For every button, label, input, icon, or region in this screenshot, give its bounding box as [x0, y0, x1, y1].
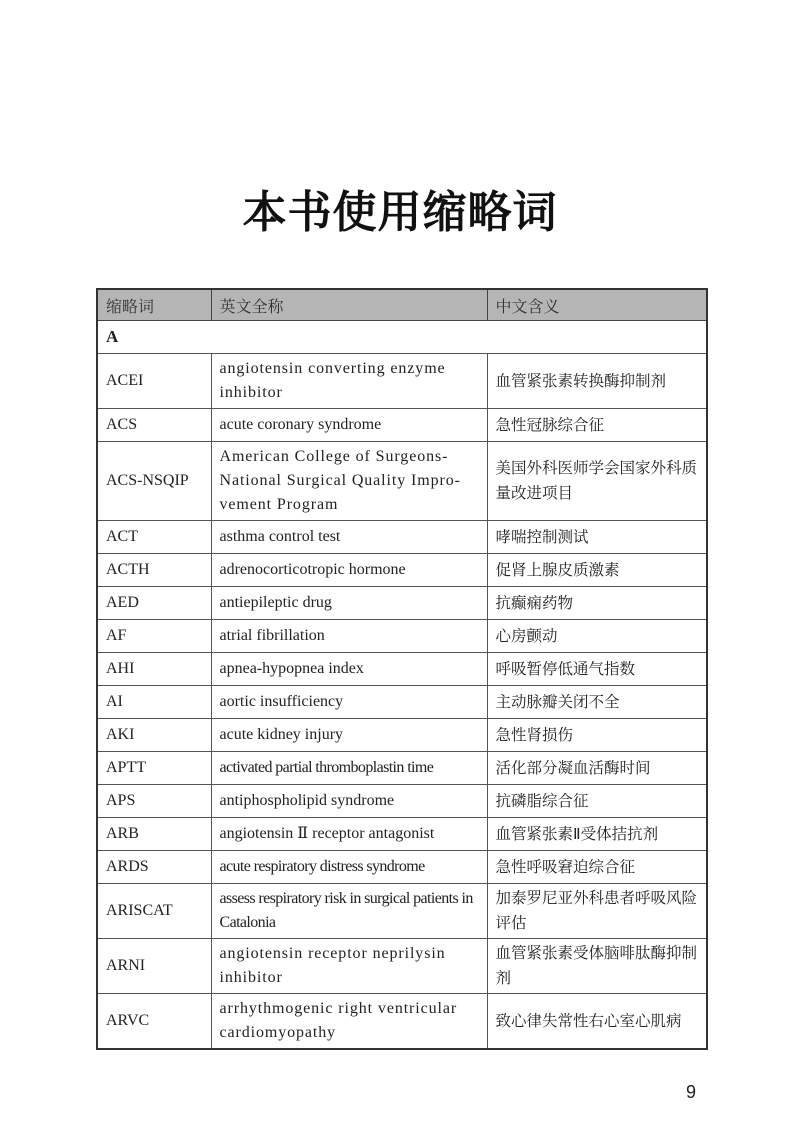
table-row [97, 884, 707, 939]
table-row [97, 752, 707, 785]
abbr-cell: AI [97, 686, 211, 719]
english-cell: American College of Surgeons-National Surgical Quality Impro-vement Program [211, 442, 487, 521]
english-cell: atrial fibrillation [211, 620, 487, 653]
abbr-cell: APS [97, 785, 211, 818]
chinese-cell: 血管紧张素Ⅱ受体拮抗剂 [487, 818, 707, 851]
english-cell: activated partial thromboplastin time [211, 752, 487, 785]
english-cell: assess respiratory risk in surgical patients in Catalonia [211, 884, 487, 939]
english-cell: antiphospholipid syndrome [211, 785, 487, 818]
abbr-cell: AHI [97, 653, 211, 686]
table-row [97, 818, 707, 851]
chinese-cell: 致心律失常性右心室心肌病 [487, 994, 707, 1050]
chinese-cell: 促肾上腺皮质激素 [487, 554, 707, 587]
section-row [97, 321, 707, 354]
chinese-cell: 血管紧张素受体脑啡肽酶抑制剂 [487, 939, 707, 994]
abbreviations-table [96, 288, 708, 1050]
abbr-cell: ACS-NSQIP [97, 442, 211, 521]
chinese-cell: 美国外科医师学会国家外科质量改进项目 [487, 442, 707, 521]
chinese-cell: 血管紧张素转换酶抑制剂 [487, 354, 707, 409]
chinese-cell: 活化部分凝血活酶时间 [487, 752, 707, 785]
abbr-cell: ACS [97, 409, 211, 442]
table-row [97, 939, 707, 994]
table-row [97, 653, 707, 686]
table-header-row [97, 289, 707, 321]
table-row [97, 620, 707, 653]
page-number: 9 [686, 1082, 697, 1102]
english-cell: arrhythmogenic right ventricular cardiomyopathy [211, 994, 487, 1050]
table-row [97, 409, 707, 442]
table-row [97, 354, 707, 409]
header-chinese-meaning: 中文含义 [487, 289, 707, 321]
chinese-cell: 主动脉瓣关闭不全 [487, 686, 707, 719]
table-row [97, 686, 707, 719]
abbr-cell: ACTH [97, 554, 211, 587]
chinese-cell: 哮喘控制测试 [487, 521, 707, 554]
english-cell: adrenocorticotropic hormone [211, 554, 487, 587]
table-row [97, 587, 707, 620]
table-row [97, 994, 707, 1050]
section-letter: A [97, 321, 707, 354]
chinese-cell: 急性呼吸窘迫综合征 [487, 851, 707, 884]
table-row [97, 442, 707, 521]
english-cell: angiotensin receptor neprilysin inhibitor [211, 939, 487, 994]
table-row [97, 521, 707, 554]
abbr-cell: AED [97, 587, 211, 620]
chinese-cell: 抗磷脂综合征 [487, 785, 707, 818]
english-cell: aortic insufficiency [211, 686, 487, 719]
abbr-cell: ARB [97, 818, 211, 851]
table-row [97, 554, 707, 587]
chinese-cell: 心房颤动 [487, 620, 707, 653]
english-cell: acute respiratory distress syndrome [211, 851, 487, 884]
header-abbreviation: 缩略词 [97, 289, 211, 321]
chinese-cell: 呼吸暂停低通气指数 [487, 653, 707, 686]
chinese-cell: 抗癫痫药物 [487, 587, 707, 620]
english-cell: angiotensin converting enzyme inhibitor [211, 354, 487, 409]
chinese-cell: 急性肾损伤 [487, 719, 707, 752]
header-english-full-name: 英文全称 [211, 289, 487, 321]
english-cell: acute coronary syndrome [211, 409, 487, 442]
table-row [97, 719, 707, 752]
english-cell: asthma control test [211, 521, 487, 554]
abbr-cell: AKI [97, 719, 211, 752]
english-cell: apnea-hypopnea index [211, 653, 487, 686]
abbr-cell: ARVC [97, 994, 211, 1050]
english-cell: acute kidney injury [211, 719, 487, 752]
abbr-cell: ARNI [97, 939, 211, 994]
abbr-cell: ARISCAT [97, 884, 211, 939]
english-cell: antiepileptic drug [211, 587, 487, 620]
abbr-cell: ARDS [97, 851, 211, 884]
abbr-cell: APTT [97, 752, 211, 785]
english-cell: angiotensin Ⅱ receptor antagonist [211, 818, 487, 851]
table-row [97, 785, 707, 818]
table-row [97, 851, 707, 884]
abbr-cell: ACEI [97, 354, 211, 409]
abbr-cell: AF [97, 620, 211, 653]
chinese-cell: 加泰罗尼亚外科患者呼吸风险评估 [487, 884, 707, 939]
abbr-cell: ACT [97, 521, 211, 554]
page-title: 本书使用缩略词 [242, 187, 558, 238]
chinese-cell: 急性冠脉综合征 [487, 409, 707, 442]
